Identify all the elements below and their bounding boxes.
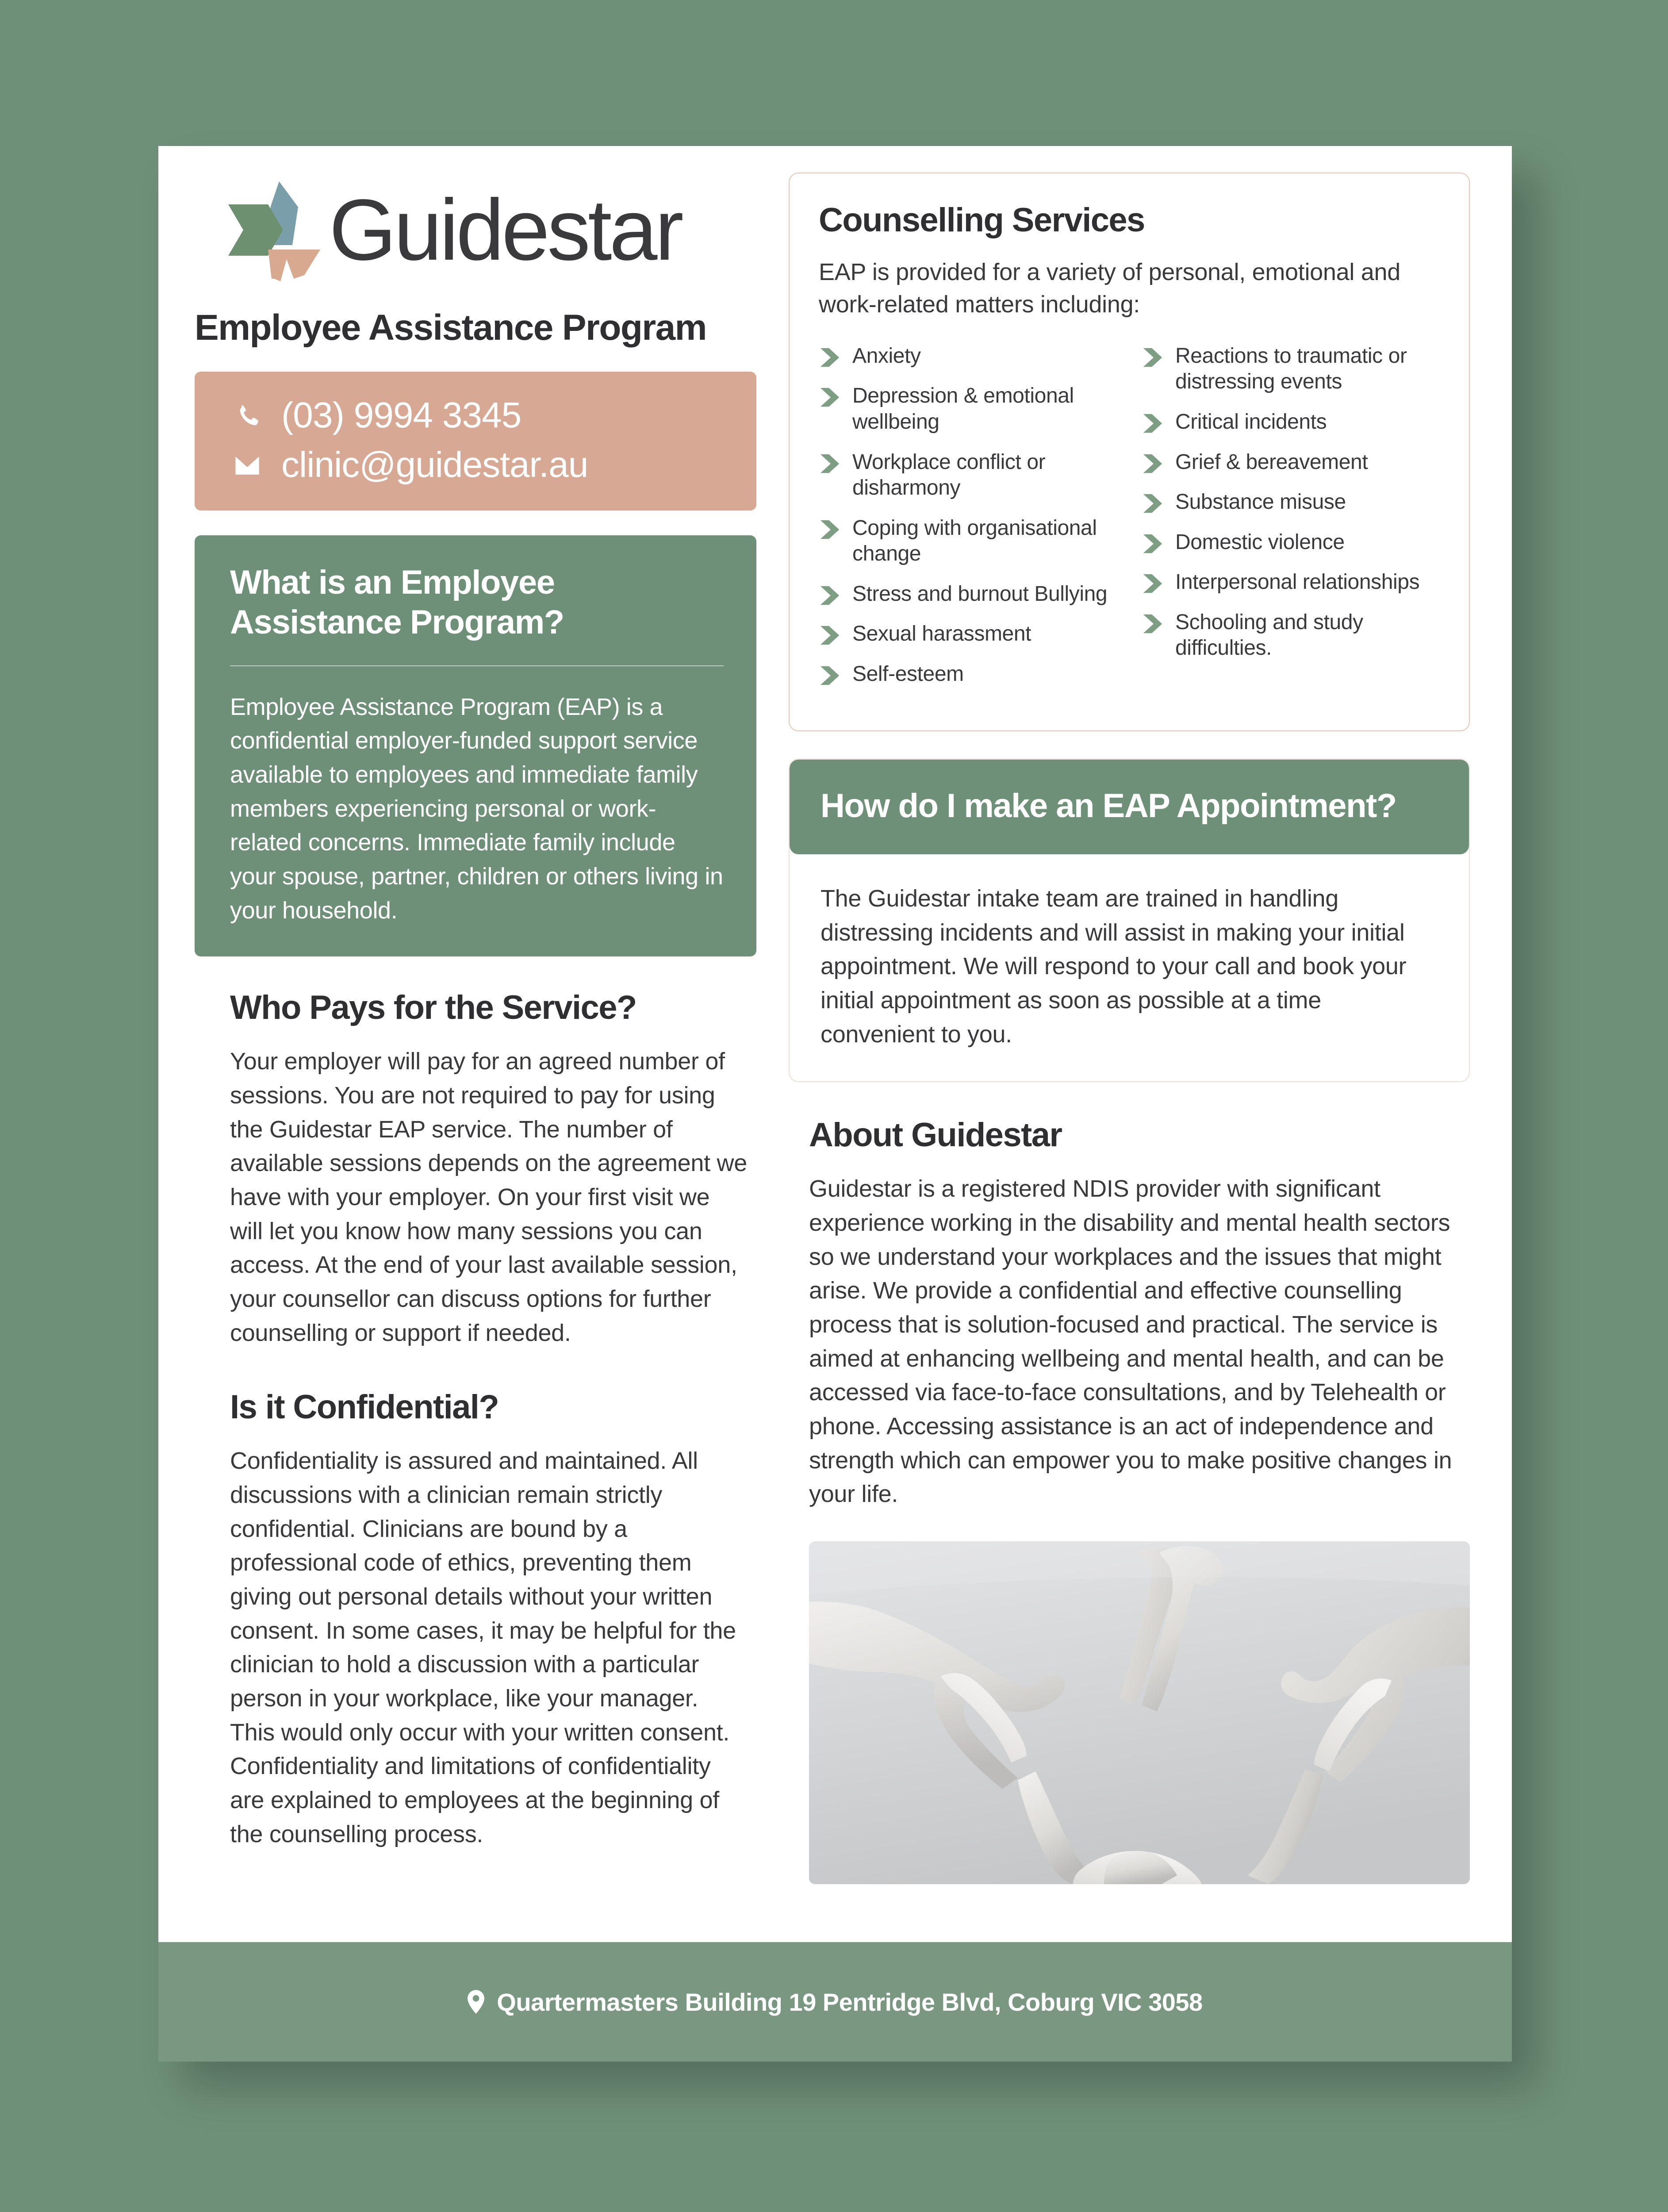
confidential-section xyxy=(230,1388,748,1851)
what-is-eap-body: Employee Assistance Program (EAP) is a confidential employer-funded support service available to employees and immediate family members experiencing personal or work-related concerns. Immediate family include your spouse, partner, children or others living in your household. xyxy=(230,693,723,924)
list-item-label: Reactions to traumatic or distressing events xyxy=(1175,344,1407,394)
counselling-list-left xyxy=(819,343,1118,701)
chevron-right-icon xyxy=(819,625,841,645)
chevron-right-icon xyxy=(819,453,841,474)
location-pin-icon xyxy=(468,1990,484,2014)
confidential-heading: Is it Confidential? xyxy=(230,1388,499,1426)
list-item-label: Grief & bereavement xyxy=(1175,450,1368,474)
appointment-heading: How do I make an EAP Appointment? xyxy=(821,787,1396,825)
list-item xyxy=(819,343,1118,369)
chevron-right-icon xyxy=(1142,573,1164,594)
who-pays-body: Your employer will pay for an agreed number of sessions. You are not required to pay for using the Guidestar EAP service. The number of available sessions depends on the agreement we have with your employer. On your first visit we will let you know how many sessions you can access. At the end of your last available session, your counsellor can discuss options for further counselling or support if needed. xyxy=(230,1048,747,1346)
what-is-eap-card xyxy=(195,535,756,956)
left-column xyxy=(193,173,777,1851)
list-item-label: Workplace conflict or disharmony xyxy=(852,450,1046,500)
chevron-right-icon xyxy=(819,519,841,540)
list-item xyxy=(819,383,1118,435)
list-item-label: Sexual harassment xyxy=(852,622,1031,646)
list-item-label: Substance misuse xyxy=(1175,490,1346,514)
chevron-right-icon xyxy=(819,387,841,407)
appointment-panel xyxy=(789,759,1470,1082)
list-item-label: Interpersonal relationships xyxy=(1175,570,1420,594)
page-title: Employee Assistance Program xyxy=(195,307,706,348)
about-section xyxy=(809,1116,1468,1511)
chevron-right-icon xyxy=(819,665,841,686)
chevron-right-icon xyxy=(1142,413,1164,434)
about-heading: About Guidestar xyxy=(809,1116,1062,1154)
flyer-sheet xyxy=(158,146,1512,2062)
chevron-right-icon xyxy=(1142,614,1164,634)
brand-wordmark: Guidestar xyxy=(329,181,681,278)
brand-logo xyxy=(193,173,777,288)
chevron-right-icon xyxy=(819,585,841,606)
phone-line[interactable] xyxy=(234,396,756,434)
appointment-body xyxy=(790,854,1469,1081)
list-item xyxy=(819,581,1118,607)
appointment-text: The Guidestar intake team are trained in handling distressing incidents and will assist in making your initial appointment. We will respond to your call and book your initial appointment as soon as possible at a time convenient to you. xyxy=(821,885,1407,1048)
phone-icon xyxy=(234,402,261,429)
list-item-label: Depression & emotional wellbeing xyxy=(852,384,1074,434)
list-item-label: Stress and burnout Bullying xyxy=(852,582,1108,606)
what-is-eap-heading: What is an Employee Assistance Program? xyxy=(230,564,564,641)
list-item xyxy=(1142,449,1441,476)
flyer-content xyxy=(158,146,1512,1942)
list-item xyxy=(819,621,1118,647)
counselling-lead: EAP is provided for a variety of personal, emotional and work-related matters including: xyxy=(819,259,1400,318)
counselling-services-panel xyxy=(789,173,1470,731)
list-item-label: Critical incidents xyxy=(1175,410,1327,434)
chevron-right-icon xyxy=(1142,453,1164,474)
footer-address-text: Quartermasters Building 19 Pentridge Blvd, Coburg VIC 3058 xyxy=(497,1988,1203,2016)
list-item xyxy=(819,449,1118,501)
list-item xyxy=(819,661,1118,687)
list-item xyxy=(1142,343,1441,395)
phone-number: (03) 9994 3345 xyxy=(281,395,521,435)
envelope-icon xyxy=(234,451,261,479)
about-body: Guidestar is a registered NDIS provider with significant experience working in the disability and mental health sectors so we understand your workplaces and the issues that might arise. We provide a confidential and effective counselling process that is solution-focused and practical. The service is aimed at enhancing wellbeing and mental health, and can be accessed via face-to-face consultations, and by Telehealth or phone. Accessing assistance is an act of independence and strength which can empower you to make positive changes in your life. xyxy=(809,1175,1452,1508)
chevron-right-icon xyxy=(1142,347,1164,368)
email-address: clinic@guidestar.au xyxy=(281,445,588,485)
appointment-header xyxy=(790,760,1469,854)
list-item-label: Schooling and study difficulties. xyxy=(1175,610,1363,660)
counselling-list-right xyxy=(1142,343,1441,701)
list-item-label: Self-esteem xyxy=(852,662,964,686)
who-pays-heading: Who Pays for the Service? xyxy=(230,989,637,1027)
footer-address-bar xyxy=(158,1942,1512,2062)
list-item xyxy=(1142,569,1441,595)
chevron-right-icon xyxy=(1142,493,1164,514)
chevron-right-icon xyxy=(819,347,841,368)
divider xyxy=(230,665,724,666)
list-item-label: Coping with organisational change xyxy=(852,516,1097,566)
counselling-heading: Counselling Services xyxy=(819,201,1145,239)
email-line[interactable] xyxy=(234,446,756,484)
list-item xyxy=(1142,409,1441,435)
counselling-bullet-columns xyxy=(819,343,1441,701)
confidential-body: Confidentiality is assured and maintained. All discussions with a clinician remain strictly confidential. Clinicians are bound by a professional code of ethics, preventing them giving out personal details without your written consent. In some cases, it may be helpful for the clinician to hold a discussion with a particular person in your workplace, like your manager. This would only occur with your written consent. Confidentiality and limitations of confidentiality are explained to employees at the beginning of the counselling process. xyxy=(230,1448,736,1847)
list-item-label: Anxiety xyxy=(852,344,921,368)
who-pays-section xyxy=(230,988,748,1350)
chevron-right-icon xyxy=(1142,534,1164,554)
list-item xyxy=(1142,610,1441,661)
list-item-label: Domestic violence xyxy=(1175,530,1345,554)
hands-star-photo xyxy=(809,1541,1470,1884)
guidestar-star-icon xyxy=(222,179,325,281)
contact-box xyxy=(195,372,756,511)
list-item xyxy=(1142,489,1441,515)
list-item xyxy=(1142,530,1441,556)
list-item xyxy=(819,515,1118,567)
right-column xyxy=(789,173,1479,1884)
